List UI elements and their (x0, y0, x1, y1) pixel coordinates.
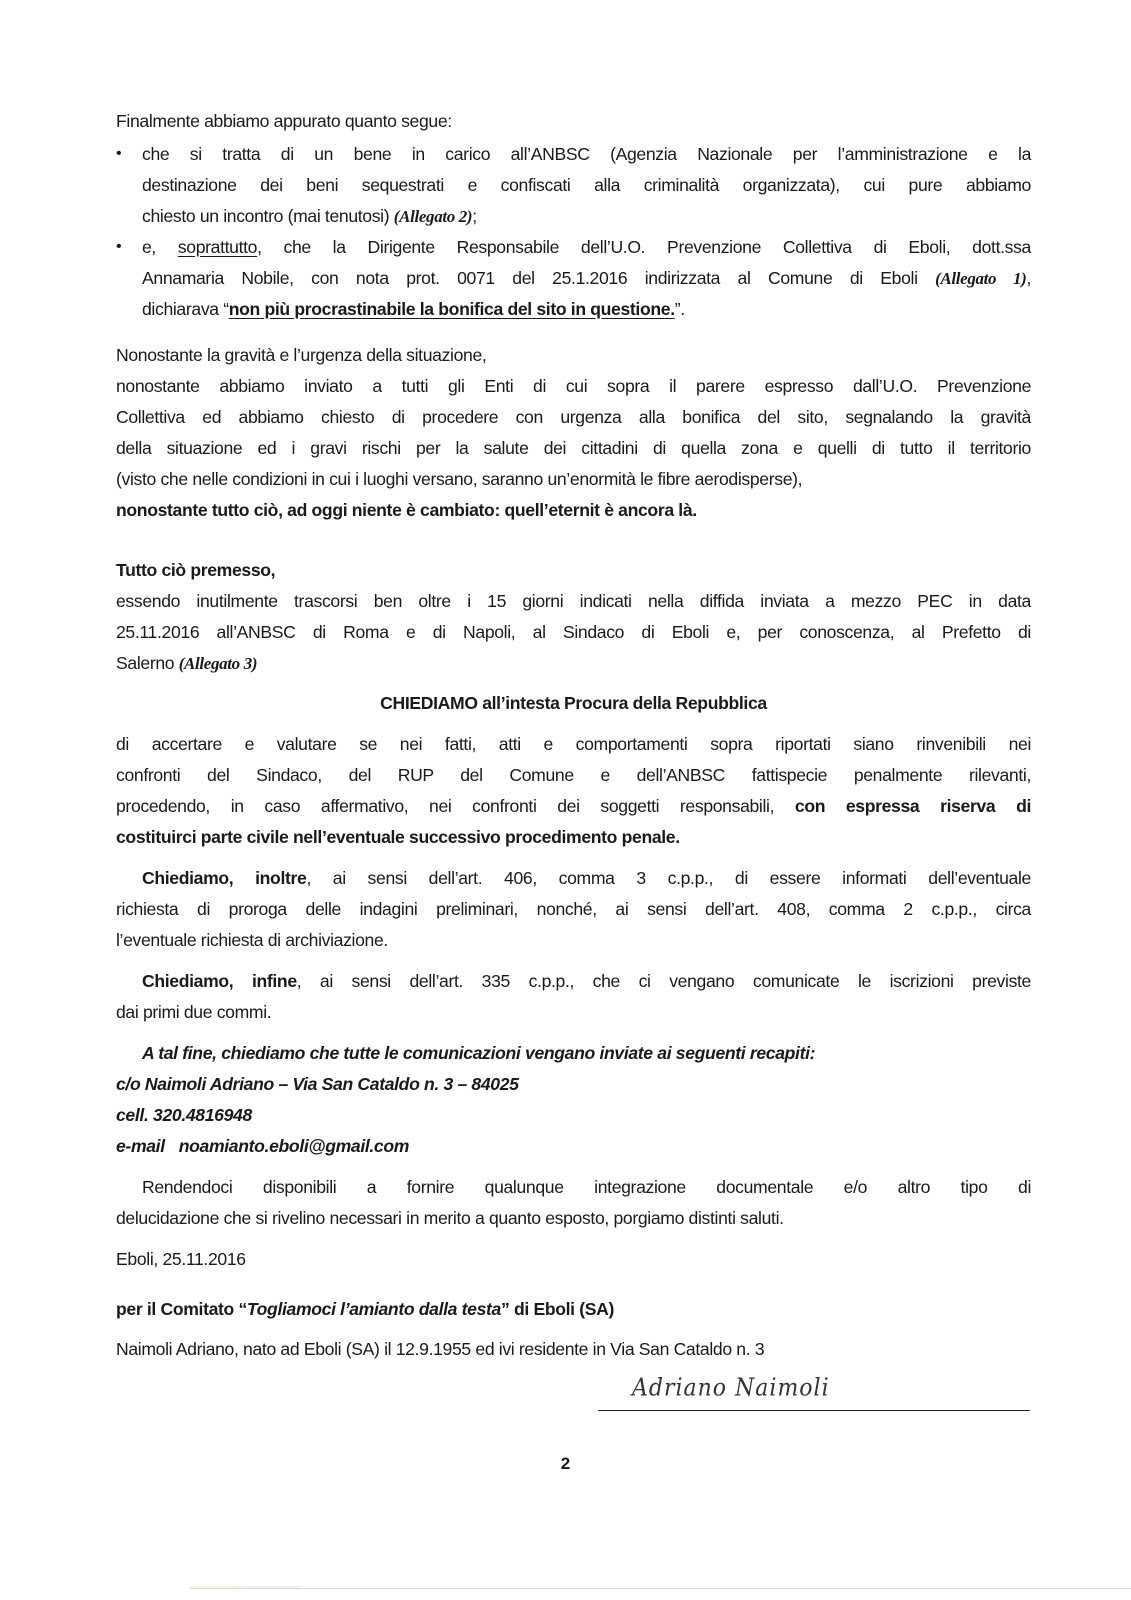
signer-details: Naimoli Adriano, nato ad Eboli (SA) il 12.9.1955 ed ivi residente in Via San Cataldo n. 3 (116, 1339, 765, 1359)
committee-name: Togliamoci l’amianto dalla testa (246, 1299, 501, 1319)
bullet-icon: • (116, 145, 122, 162)
punctuation: , (1026, 268, 1031, 288)
inoltre-text: , ai sensi dell’art. 406, comma 3 c.p.p., di essere informati dell’eventuale (306, 868, 1031, 888)
allegato-2-ref: (Allegato 2) (393, 207, 473, 226)
bullet-2-pre: e, (142, 237, 178, 257)
bullet-1-line-2: destinazione dei beni sequestrati e confiscati alla criminalità organizzata), cui pure abbiamo (142, 175, 1031, 195)
quote-pre: dichiarava “ (142, 299, 229, 319)
inoltre-line-1 (142, 867, 1031, 889)
inoltre-line-3: l’eventuale richiesta di archiviazione. (116, 930, 388, 950)
inoltre-line-2: richiesta di proroga delle indagini preliminari, nonché, ai sensi dell’art. 408, comma 2 c.p.p., circa (116, 899, 1031, 919)
bullet-2-post: , che la Dirigente Responsabile dell’U.O. Prevenzione Collettiva di Eboli, dott.ssa (257, 237, 1031, 257)
email-label: e-mail (116, 1136, 165, 1156)
riserva-bold: con espressa riserva di (794, 796, 1032, 816)
infine-text: , ai sensi dell’art. 335 c.p.p., che ci vengano comunicate le iscrizioni previste (296, 971, 1031, 991)
premesso-heading: Tutto ciò premesso, (116, 560, 276, 580)
nonostante-line-1: Nonostante la gravità e l’urgenza della situazione, (116, 345, 487, 365)
scan-edge-rule (190, 1588, 1131, 1589)
nonostante-line-6: nonostante tutto ciò, ad oggi niente è cambiato: quell’eternit è ancora là. (116, 500, 697, 520)
accertare-line-1: di accertare e valutare se nei fatti, atti e comportamenti sopra riportati siano rinvenibili nei (116, 734, 1031, 754)
premesso-line-1: essendo inutilmente trascorsi ben oltre i 15 giorni indicati nella diffida inviata a mezzo PEC in data (116, 591, 1031, 611)
bullet-icon: • (116, 238, 122, 255)
inoltre-lead: Chiediamo, inoltre (142, 868, 307, 888)
accertare-line-3 (116, 795, 1031, 817)
committee-pre: per il Comitato “ (116, 1299, 247, 1319)
bullet-2-text: Annamaria Nobile, con nota prot. 0071 del 25.1.2016 indirizzata al Comune di Eboli (142, 268, 936, 288)
bullet-2-line-3 (142, 298, 1031, 320)
bullet-1-line-3 (142, 205, 1031, 228)
contacts-email-line (116, 1135, 1031, 1157)
accertare-line-4: costituirci parte civile nell’eventuale successivo procedimento penale. (116, 827, 680, 847)
punctuation: ; (472, 206, 477, 226)
nonostante-line-2: nonostante abbiamo inviato a tutti gli Enti di cui sopra il parere espresso dall’U.O. Prevenzione (116, 376, 1031, 396)
request-heading: CHIEDIAMO all’intesta Procura della Repubblica (380, 693, 767, 713)
handwritten-signature: Adriano Naimoli (632, 1374, 830, 1403)
accertare-text: procedendo, in caso affermativo, nei confronti dei soggetti responsabili, (116, 796, 795, 816)
bullet-2-line-1 (142, 236, 1031, 258)
email-address[interactable]: noamianto.eboli@gmail.com (178, 1136, 410, 1156)
allegato-1-ref: (Allegato 1) (935, 269, 1027, 288)
infine-line-1 (142, 970, 1031, 992)
nonostante-line-3: Collettiva ed abbiamo chiesto di procedere con urgenza alla bonifica del sito, segnalando la gravità (116, 407, 1031, 427)
allegato-3-ref: (Allegato 3) (178, 654, 258, 673)
premesso-text: Salerno (116, 653, 179, 673)
committee-line (116, 1298, 1031, 1320)
contacts-phone: cell. 320.4816948 (116, 1105, 252, 1125)
contacts-address: c/o Naimoli Adriano – Via San Cataldo n. 3 – 84025 (116, 1074, 519, 1094)
premesso-line-3 (116, 652, 1031, 675)
closing-line-1: Rendendoci disponibili a fornire qualunque integrazione documentale e/o altro tipo di (142, 1177, 1031, 1197)
signature-line (598, 1410, 1030, 1411)
infine-lead: Chiediamo, infine (142, 971, 297, 991)
bullet-1-text: chiesto un incontro (mai tenutosi) (142, 206, 394, 226)
committee-post: ” di Eboli (SA) (500, 1299, 614, 1319)
quote-post: ”. (674, 299, 685, 319)
contacts-intro: A tal fine, chiediamo che tutte le comunicazioni vengano inviate ai seguenti recapiti: (142, 1043, 816, 1063)
bullet-2-line-2 (142, 267, 1031, 290)
infine-line-2: dai primi due commi. (116, 1002, 272, 1022)
accertare-line-2: confronti del Sindaco, del RUP del Comune e dell’ANBSC fattispecie penalmente rilevanti, (116, 765, 1031, 785)
nonostante-line-5: (visto che nelle condizioni in cui i luoghi versano, saranno un’enormità le fibre aerodisperse), (116, 469, 803, 489)
closing-line-2: delucidazione che si rivelino necessari in merito a quanto esposto, porgiamo distinti saluti. (116, 1208, 784, 1228)
soprattutto-underlined: soprattutto (177, 237, 258, 257)
bonifica-quote: non più procrastinabile la bonifica del sito in questione. (228, 299, 675, 319)
bullet-1-line-1: che si tratta di un bene in carico all’ANBSC (Agenzia Nazionale per l’amministrazione e la (142, 144, 1031, 164)
place-date: Eboli, 25.11.2016 (116, 1249, 246, 1269)
page-number: 2 (560, 1454, 571, 1473)
intro-text: Finalmente abbiamo appurato quanto segue: (116, 111, 452, 131)
nonostante-line-4: della situazione ed i gravi rischi per la salute dei cittadini di quella zona e quelli di tutto il territorio (116, 438, 1031, 458)
premesso-line-2: 25.11.2016 all’ANBSC di Roma e di Napoli, al Sindaco di Eboli e, per conoscenza, al Prefetto di (116, 622, 1031, 642)
